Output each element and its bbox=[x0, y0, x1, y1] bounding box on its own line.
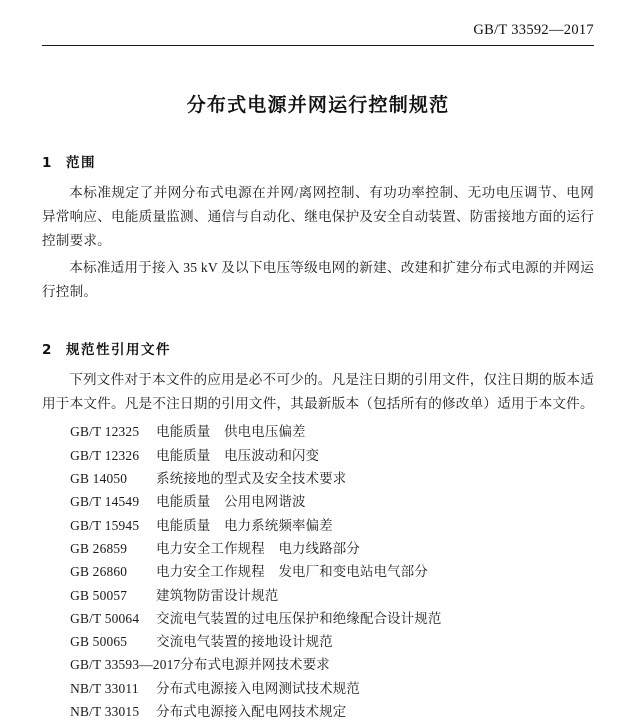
reference-code: NB/T 33015 bbox=[70, 704, 140, 720]
paragraph: 本标准规定了并网分布式电源在并网/离网控制、有功功率控制、无功电压调节、电网异常响应、电能质量监测、通信与自动化、继电保护及安全自动装置、防雷接地方面的运行控制要求。 bbox=[42, 185, 594, 249]
reference-code: GB 26859 bbox=[70, 540, 128, 556]
list-item bbox=[42, 537, 594, 560]
list-item bbox=[42, 490, 594, 513]
reference-code: GB 14050 bbox=[70, 470, 128, 486]
reference-code: GB/T 14549 bbox=[70, 494, 140, 510]
section-normative-references bbox=[42, 338, 594, 723]
paragraph: 本标准适用于接入 35 kV 及以下电压等级电网的新建、改建和扩建分布式电源的并网运行控制。 bbox=[42, 259, 594, 299]
reference-title: 电能质量 电力系统频率偏差 bbox=[156, 517, 333, 533]
reference-code: GB/T 12325 bbox=[70, 424, 140, 440]
list-item bbox=[42, 420, 594, 443]
paragraph: 下列文件对于本文件的应用是必不可少的。凡是注日期的引用文件，仅注日期的版本适用于本文件。凡是不注日期的引用文件，其最新版本（包括所有的修改单）适用于本文件。 bbox=[42, 371, 594, 412]
reference-code: GB/T 33593—2017 bbox=[70, 657, 181, 673]
page-title: 分布式电源并网运行控制规范 bbox=[186, 94, 450, 116]
reference-code: GB/T 15945 bbox=[70, 517, 140, 533]
reference-title: 电能质量 电压波动和闪变 bbox=[156, 447, 320, 463]
section-number: 1 bbox=[42, 155, 52, 171]
list-item bbox=[42, 560, 594, 583]
section-heading bbox=[42, 151, 594, 171]
list-item bbox=[42, 514, 594, 537]
reference-code: GB/T 50064 bbox=[70, 610, 140, 626]
list-item bbox=[42, 653, 594, 676]
section-title: 规范性引用文件 bbox=[66, 341, 171, 358]
reference-title: 分布式电源并网技术要求 bbox=[180, 657, 330, 673]
reference-title: 建筑物防雷设计规范 bbox=[156, 587, 279, 603]
list-item bbox=[42, 700, 594, 723]
list-item bbox=[42, 677, 594, 700]
list-item bbox=[42, 584, 594, 607]
reference-title: 分布式电源接入配电网技术规定 bbox=[156, 704, 347, 720]
reference-title: 交流电气装置的接地设计规范 bbox=[156, 634, 333, 650]
reference-title: 交流电气装置的过电压保护和绝缘配合设计规范 bbox=[156, 610, 442, 626]
reference-code: GB/T 12326 bbox=[70, 447, 140, 463]
section-title: 范围 bbox=[66, 155, 96, 171]
reference-title: 分布式电源接入电网测试技术规范 bbox=[156, 680, 360, 696]
header-divider bbox=[42, 45, 594, 46]
list-item bbox=[42, 630, 594, 653]
reference-code: GB 50065 bbox=[70, 634, 128, 650]
reference-title: 电能质量 供电电压偏差 bbox=[156, 424, 306, 440]
standard-number: GB/T 33592—2017 bbox=[473, 22, 594, 38]
list-item bbox=[42, 607, 594, 630]
section-heading bbox=[42, 338, 594, 358]
section-scope bbox=[42, 151, 594, 304]
reference-code: NB/T 33011 bbox=[70, 680, 139, 696]
reference-title: 电力安全工作规程 电力线路部分 bbox=[156, 540, 360, 556]
reference-title: 电力安全工作规程 发电厂和变电站电气部分 bbox=[156, 564, 428, 580]
list-item bbox=[42, 467, 594, 490]
reference-title: 系统接地的型式及安全技术要求 bbox=[156, 470, 347, 486]
reference-code: GB 50057 bbox=[70, 587, 128, 603]
reference-code: GB 26860 bbox=[70, 564, 128, 580]
reference-list bbox=[42, 420, 594, 723]
section-number: 2 bbox=[42, 341, 52, 358]
list-item bbox=[42, 444, 594, 467]
reference-title: 电能质量 公用电网谐波 bbox=[156, 494, 306, 510]
